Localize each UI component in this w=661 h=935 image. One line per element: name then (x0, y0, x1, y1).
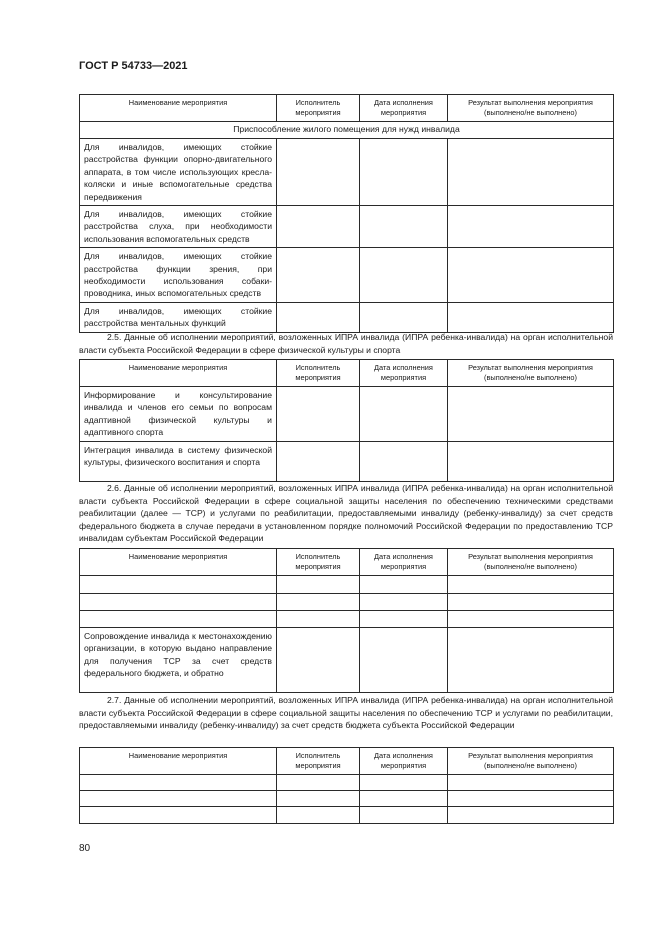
empty-cell (448, 775, 614, 791)
empty-cell (80, 775, 277, 791)
empty-cell (448, 594, 614, 611)
empty-cell (360, 594, 448, 611)
table-row (80, 791, 614, 807)
table-header-row (80, 95, 614, 122)
col-header-date: Дата исполнения мероприятия (360, 549, 448, 576)
empty-cell (277, 611, 360, 628)
table-header-row (80, 549, 614, 576)
row-label: Для инвалидов, имеющих стойкие расстройства функции зрения, при необходимости использования собаки-проводника, иных вспомогательных средств (80, 248, 277, 303)
table-header-row (80, 748, 614, 775)
empty-cell (80, 807, 277, 824)
result-cell (448, 302, 614, 332)
table-section-row (80, 122, 614, 139)
row-label: Интеграция инвалида в систему физической культуры, физического воспитания и спорта (80, 441, 277, 481)
empty-cell (360, 807, 448, 824)
table-row (80, 302, 614, 332)
table-header-row (80, 360, 614, 387)
result-cell (448, 441, 614, 481)
empty-cell (277, 576, 360, 594)
result-cell (448, 387, 614, 442)
paragraph-2-7: 2.7. Данные об исполнении мероприятий, возложенных ИПРА инвалида (ИПРА ребенка-инвалида) на орган исполнительной власти субъекта Российской Федерации в сфере социальной защиты населения по обеспечению ТСР и услугами по реабилитации, предоставляемыми инвалиду (ребенку-инвалиду) за счет средств бюджета субъекта Российской Федерации (79, 695, 613, 731)
table-row (80, 628, 614, 693)
row-label: Информирование и консультирование инвалида и членов его семьи по вопросам адаптивной физической культуры и адаптивного спорта (80, 387, 277, 442)
result-cell (448, 248, 614, 303)
empty-cell (277, 594, 360, 611)
table-row (80, 206, 614, 248)
empty-cell (448, 791, 614, 807)
col-header-date: Дата исполнения мероприятия (360, 95, 448, 122)
col-header-result: Результат выполнения мероприятия (выполнено/не выполнено) (448, 360, 614, 387)
table-physical-culture (79, 359, 614, 482)
page-number: 80 (79, 843, 91, 854)
empty-cell (360, 611, 448, 628)
executor-cell (277, 387, 360, 442)
table-adaptation-housing (79, 94, 614, 333)
table-row (80, 387, 614, 442)
empty-cell (360, 576, 448, 594)
table-row (80, 594, 614, 611)
result-cell (448, 139, 614, 206)
paragraph-2-5: 2.5. Данные об исполнении мероприятий, возложенных ИПРА инвалида (ИПРА ребенка-инвалида) на орган исполнительной власти субъекта Российской Федерации в сфере физической культуры и спорта (79, 332, 613, 355)
date-cell (360, 387, 448, 442)
table-row (80, 775, 614, 791)
executor-cell (277, 441, 360, 481)
col-header-name: Наименование мероприятия (80, 360, 277, 387)
result-cell (448, 628, 614, 693)
col-header-executor: Исполнитель мероприятия (277, 95, 360, 122)
empty-cell (80, 576, 277, 594)
col-header-executor: Исполнитель мероприятия (277, 360, 360, 387)
col-header-date: Дата исполнения мероприятия (360, 748, 448, 775)
empty-cell (80, 611, 277, 628)
row-label: Для инвалидов, имеющих стойкие расстройства слуха, при необходимости использования вспомогательных средств (80, 206, 277, 248)
col-header-name: Наименование мероприятия (80, 748, 277, 775)
col-header-executor: Исполнитель мероприятия (277, 748, 360, 775)
empty-cell (448, 576, 614, 594)
date-cell (360, 139, 448, 206)
table-row (80, 807, 614, 824)
col-header-executor: Исполнитель мероприятия (277, 549, 360, 576)
col-header-date: Дата исполнения мероприятия (360, 360, 448, 387)
col-header-result: Результат выполнения мероприятия (выполнено/не выполнено) (448, 95, 614, 122)
empty-cell (448, 611, 614, 628)
col-header-name: Наименование мероприятия (80, 95, 277, 122)
empty-cell (80, 594, 277, 611)
table-row (80, 441, 614, 481)
col-header-result: Результат выполнения мероприятия (выполнено/не выполнено) (448, 748, 614, 775)
executor-cell (277, 302, 360, 332)
date-cell (360, 206, 448, 248)
date-cell (360, 441, 448, 481)
empty-cell (360, 775, 448, 791)
empty-cell (277, 807, 360, 824)
date-cell (360, 302, 448, 332)
paragraph-2-6: 2.6. Данные об исполнении мероприятий, возложенных ИПРА инвалида (ИПРА ребенка-инвалида) на орган исполнительной власти субъекта Российской Федерации в сфере социальной защиты населения по обеспечению техническими средствами реабилитации (далее — ТСР) и услугами по реабилитации, предоставляемыми инвалиду (ребенку-инвалиду) за счет средств федерального бюджета в случае передачи в установленном порядке полномочий Российской Федерации по предоставлению ТСР инвалидам субъектам Российской Федерации (79, 483, 613, 544)
col-header-result: Результат выполнения мероприятия (выполнено/не выполнено) (448, 549, 614, 576)
executor-cell (277, 628, 360, 693)
table-row (80, 576, 614, 594)
date-cell (360, 628, 448, 693)
document-header: ГОСТ Р 54733—2021 (79, 60, 188, 72)
date-cell (360, 248, 448, 303)
row-label: Сопровождение инвалида к местонахождению организации, в которую выдано направление для получения ТСР за счет средств федерального бюджета, и обратно (80, 628, 277, 693)
row-label: Для инвалидов, имеющих стойкие расстройства ментальных функций (80, 302, 277, 332)
row-label: Для инвалидов, имеющих стойкие расстройства функции опорно-двигательного аппарата, в том числе использующих кресла-коляски и иные вспомогательные средства передвижения (80, 139, 277, 206)
table-row (80, 139, 614, 206)
empty-cell (360, 791, 448, 807)
empty-cell (277, 775, 360, 791)
table-row (80, 611, 614, 628)
table-tsr-federal (79, 548, 614, 693)
section-title: Приспособление жилого помещения для нужд инвалида (80, 122, 614, 139)
result-cell (448, 206, 614, 248)
col-header-name: Наименование мероприятия (80, 549, 277, 576)
empty-cell (448, 807, 614, 824)
empty-cell (277, 791, 360, 807)
executor-cell (277, 206, 360, 248)
executor-cell (277, 248, 360, 303)
executor-cell (277, 139, 360, 206)
empty-cell (80, 791, 277, 807)
table-row (80, 248, 614, 303)
table-tsr-regional (79, 747, 614, 824)
